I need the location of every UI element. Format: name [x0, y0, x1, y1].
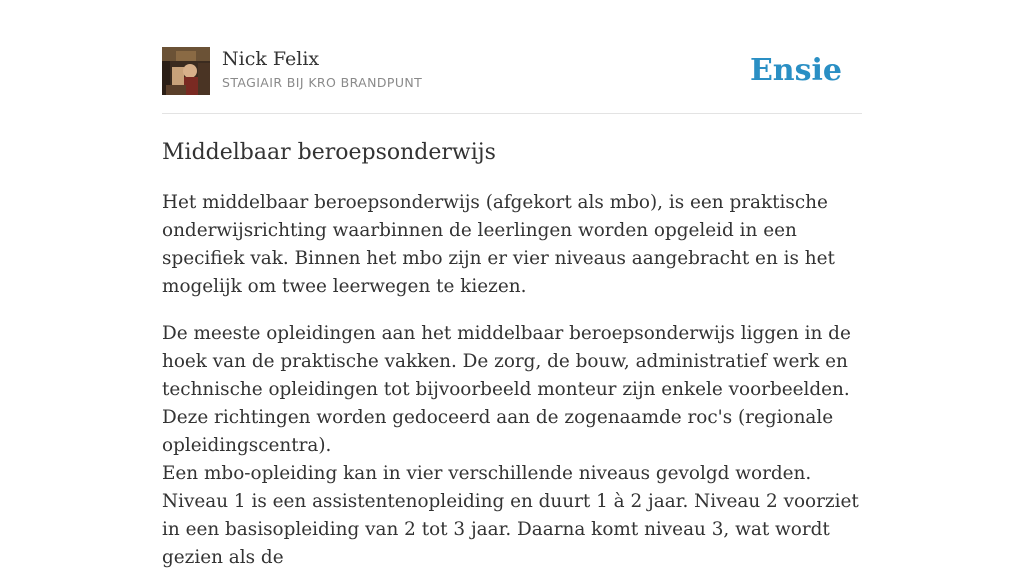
author-name[interactable]: Nick Felix — [222, 48, 320, 70]
article-paragraph: Een mbo-opleiding kan in vier verschillende niveaus gevolgd worden. Niveau 1 is een assistentenopleiding en duurt 1 à 2 jaar. Niveau 2 voorziet in een basisopleiding van 2 tot 3 jaar. Daarna komt niveau 3, wat wordt gezien als de — [162, 463, 859, 568]
avatar[interactable] — [162, 47, 210, 95]
header-divider — [162, 113, 862, 114]
article — [162, 138, 866, 572]
article-paragraph: Het middelbaar beroepsonderwijs (afgekort als mbo), is een praktische onderwijsrichting waarbinnen de leerlingen worden opgeleid in een specifiek vak. Binnen het mbo zijn er vier niveaus aangebracht en is het mogelijk om twee leerwegen te kiezen. — [162, 192, 835, 297]
ensie-logo[interactable]: Ensie — [749, 53, 842, 88]
author-header — [162, 47, 862, 95]
author-role: STAGIAIR BIJ KRO BRANDPUNT — [222, 75, 423, 90]
avatar-photo — [162, 47, 210, 95]
article-paragraph: De meeste opleidingen aan het middelbaar beroepsonderwijs liggen in de hoek van de praktische vakken. De zorg, de bouw, administratief werk en technische opleidingen tot bijvoorbeeld monteur zijn enkele voorbeelden. Deze richtingen worden gedoceerd aan de zogenaamde roc's (regionale opleidingscentra). — [162, 323, 851, 456]
article-title: Middelbaar beroepsonderwijs — [162, 140, 496, 165]
